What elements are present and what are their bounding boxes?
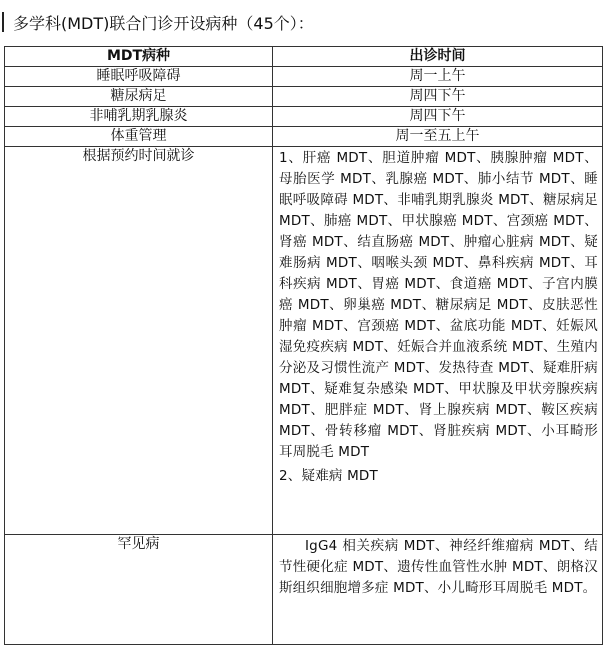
disease-cell: 糖尿病足 <box>5 87 273 107</box>
disease-cell: 非哺乳期乳腺炎 <box>5 107 273 127</box>
table-row <box>5 127 603 147</box>
table-row <box>5 67 603 87</box>
appointment-content-cell <box>273 147 603 535</box>
rare-name-cell: 罕见病 <box>5 535 273 645</box>
rare-disease-row <box>5 535 603 645</box>
mdt-table <box>4 46 603 645</box>
time-cell: 周一至五上午 <box>273 127 603 147</box>
appointment-row <box>5 147 603 535</box>
appointment-item-1: 1、肝癌 MDT、胆道肿瘤 MDT、胰腺肿瘤 MDT、母胎医学 MDT、乳腺癌 MDT、肺小结节 MDT、睡眠呼吸障碍 MDT、非哺乳期乳腺炎 MDT、糖尿病足 MDT、肺癌 MDT、甲状腺癌 MDT、宫颈癌 MDT、肾癌 MDT、结直肠癌 MDT、肿瘤心脏病 MDT、疑难肠病 MDT、咽喉头颈 MDT、鼻科疾病 MDT、耳科疾病 MDT、胃癌 MDT、食道癌 MDT、子宫内膜癌 MDT、卵巢癌 MDT、糖尿病足 MDT、皮肤恶性肿瘤 MDT、宫颈癌 MDT、盆底功能 MDT、妊娠风湿免疫疾病 MDT、妊娠合并血液系统 MDT、生殖内分泌及习惯性流产 MDT、发热待查 MDT、疑难肝病 MDT、疑难复杂感染 MDT、甲状腺及甲状旁腺疾病 MDT、肥胖症 MDT、肾上腺疾病 MDT、鞍区疾病 MDT、骨转移瘤 MDT、肾脏疾病 MDT、小耳畸形耳周脱毛 MDT <box>279 150 598 460</box>
heading <box>0 8 600 36</box>
header-time: 出诊时间 <box>273 47 603 67</box>
disease-cell: 睡眠呼吸障碍 <box>5 67 273 87</box>
rare-content-cell <box>273 535 603 645</box>
table-row <box>5 107 603 127</box>
time-cell: 周四下午 <box>273 107 603 127</box>
header-disease: MDT病种 <box>5 47 273 67</box>
disease-cell: 体重管理 <box>5 127 273 147</box>
rare-content-text: IgG4 相关疾病 MDT、神经纤维瘤病 MDT、结节性硬化症 MDT、遗传性血管性水肿 MDT、朗格汉斯组织细胞增多症 MDT、小儿畸形耳周脱毛 MDT。 <box>279 538 598 596</box>
heading-bar <box>2 12 4 32</box>
table-header-row <box>5 47 603 67</box>
appointment-item-2: 2、疑难病 MDT <box>279 468 378 484</box>
heading-text: 多学科(MDT)联合门诊开设病种（45个）： <box>13 13 314 33</box>
time-cell: 周一上午 <box>273 67 603 87</box>
table-row <box>5 87 603 107</box>
appointment-name-cell: 根据预约时间就诊 <box>5 147 273 535</box>
time-cell: 周四下午 <box>273 87 603 107</box>
